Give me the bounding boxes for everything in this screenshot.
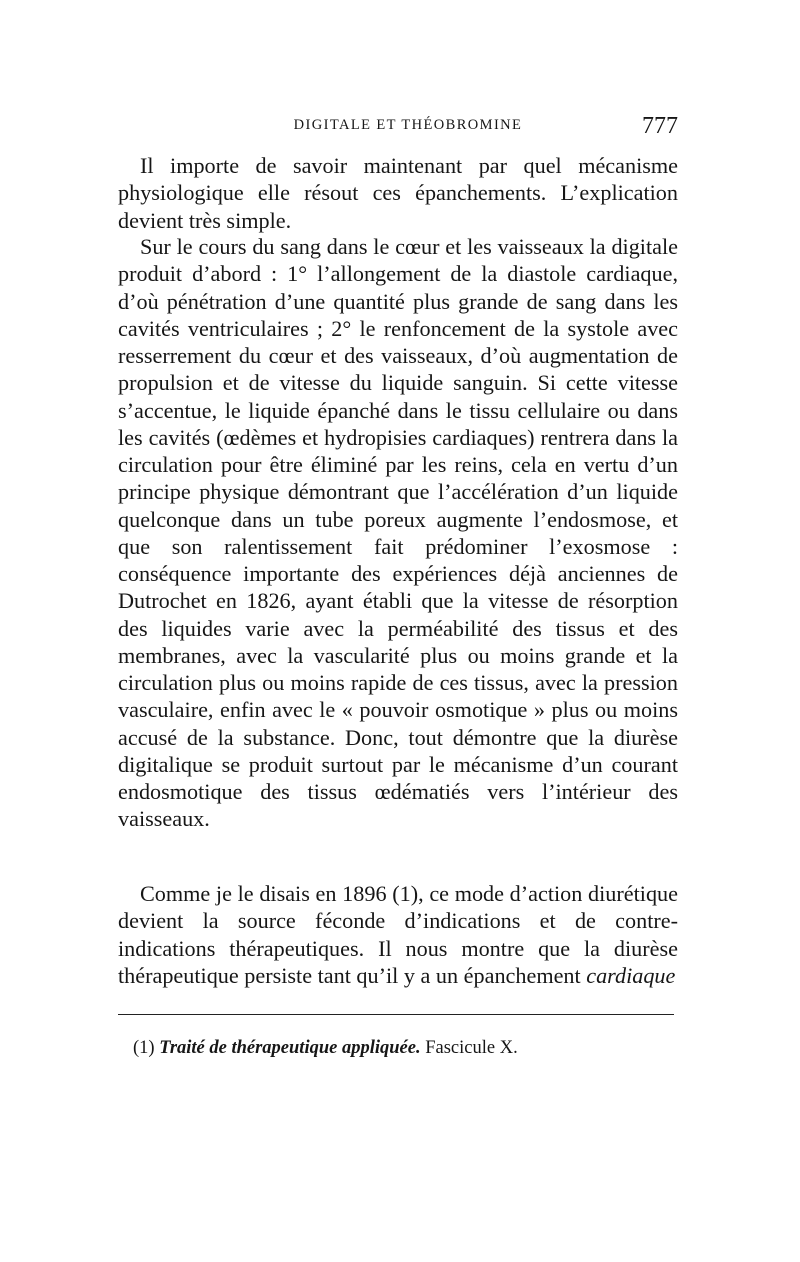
paragraph-3-italic: cardiaque	[586, 962, 676, 988]
paragraph-3-text: Comme je le disais en 1896 (1), ce mode d’action diurétique devient la source féconde d’indications et de contre-indications thérapeutiques. Il nous montre que la diurèse thérapeutique persiste tant qu’il y a un épanchement	[118, 881, 678, 988]
footnote-rest: Fascicule X.	[425, 1038, 518, 1058]
paragraph-1: Il importe de savoir maintenant par quel mécanisme physiologique elle résout ces épanchements. L’explication devient très simple.	[118, 153, 678, 233]
running-head-title: DIGITALE ET THÉOBROMINE	[293, 117, 523, 133]
running-head	[118, 113, 678, 143]
footnote-divider	[118, 1014, 674, 1015]
footnote	[133, 1038, 518, 1059]
paragraph-3	[118, 880, 678, 989]
footnote-title: Traité de thérapeutique appliquée.	[159, 1038, 421, 1058]
page-number: 777	[642, 113, 678, 139]
paragraph-2: Sur le cours du sang dans le cœur et les vaisseaux la digitale produit d’abord : 1° l’allongement de la diastole cardiaque, d’où pénétration d’une quantité plus grande de sang dans les cavités ventriculaires ; 2° le renfoncement de la systole avec resserrement du cœur et des vaisseaux, d’où augmentation de propulsion et de vitesse du liquide sanguin. Si cette vitesse s’accentue, le liquide épanché dans le tissu cellulaire ou dans les cavités (œdèmes et hydropisies cardiaques) rentrera dans la circulation pour être éliminé par les reins, cela en vertu d’un principe physique démontrant que l’accélération d’un liquide quelconque dans un tube poreux augmente l’endosmose, et que son ralentissement fait prédominer l’exosmose : conséquence importante des expériences déjà anciennes de Dutrochet en 1826, ayant établi que la vitesse de résorption des liquides varie avec la perméabilité des tissus et des membranes, avec la vascularité plus ou moins grande et la circulation plus ou moins rapide de ces tissus, avec la pression vasculaire, enfin avec le « pouvoir osmotique » plus ou moins accusé de la substance. Donc, tout démontre que la diurèse digitalique se produit surtout par le mécanisme d’un courant endosmotique des tissus œdématiés vers l’intérieur des vaisseaux.	[118, 234, 678, 832]
footnote-marker: (1)	[133, 1038, 155, 1058]
